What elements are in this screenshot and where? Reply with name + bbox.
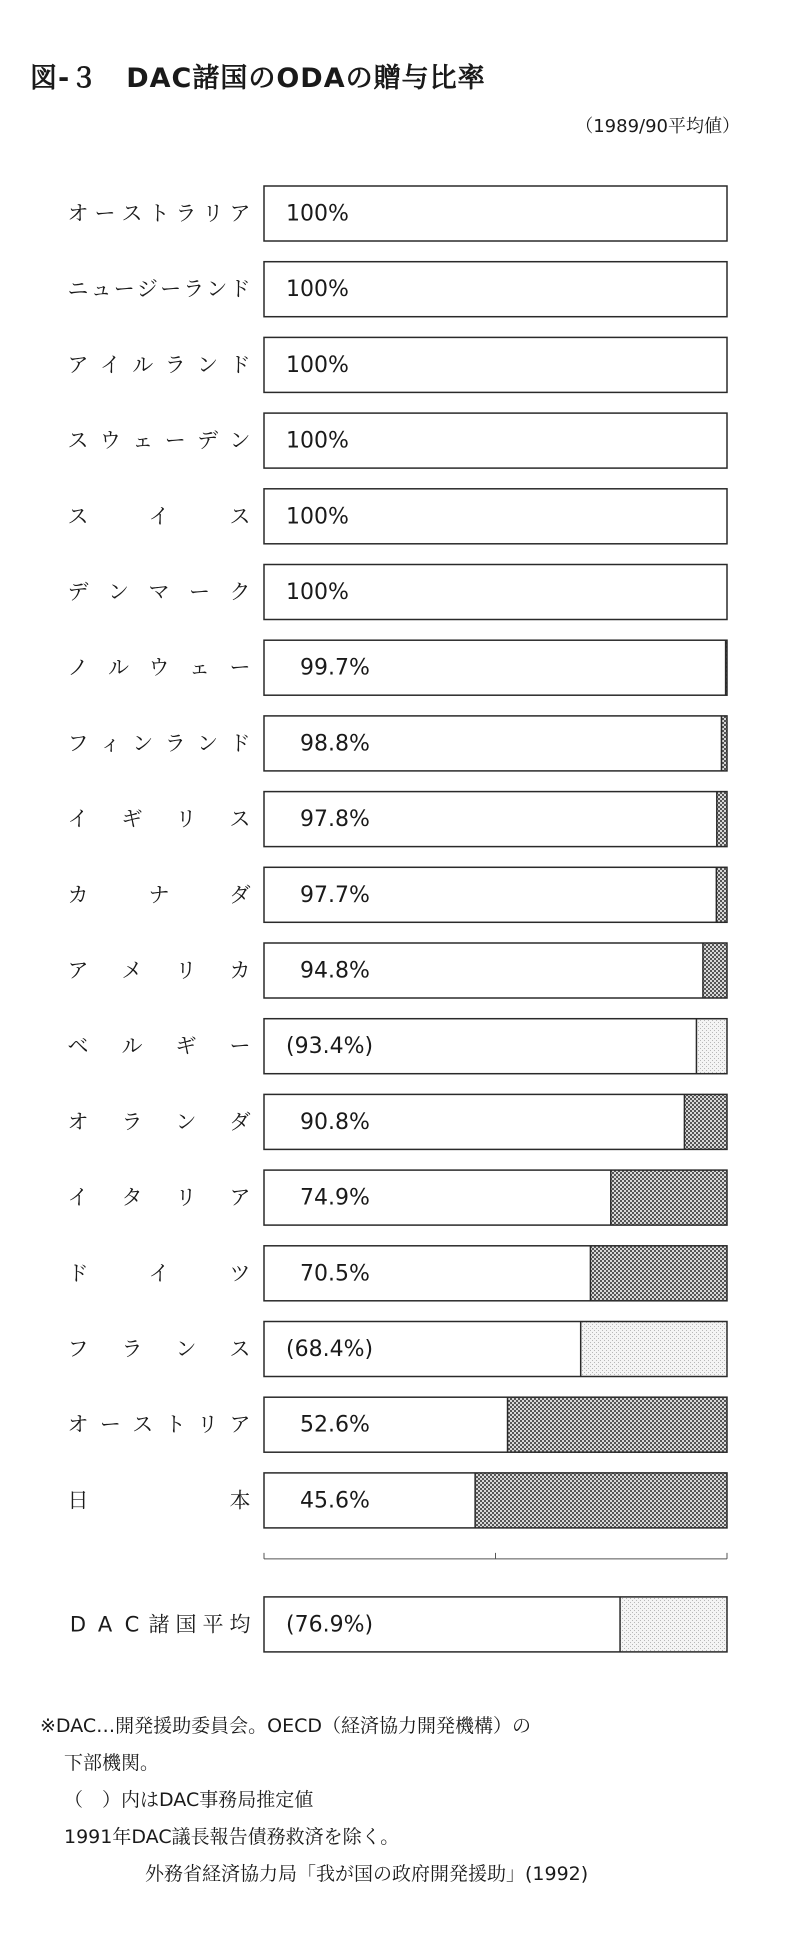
svg-text:ス: ス bbox=[132, 1412, 154, 1437]
country-bar bbox=[264, 1322, 727, 1377]
svg-text:リ: リ bbox=[197, 1412, 219, 1437]
svg-text:デ: デ bbox=[67, 580, 89, 604]
svg-text:ル: ル bbox=[108, 655, 129, 680]
svg-text:ー: ー bbox=[94, 201, 116, 226]
svg-text:A: A bbox=[97, 1612, 113, 1637]
svg-text:ス: ス bbox=[229, 807, 251, 832]
svg-text:ー: ー bbox=[229, 655, 251, 680]
svg-text:ー: ー bbox=[229, 1034, 251, 1059]
category-label bbox=[68, 202, 251, 226]
svg-text:ン: ン bbox=[175, 1109, 197, 1134]
country-value-label: 90.8% bbox=[300, 1109, 370, 1135]
bar-row bbox=[68, 1322, 728, 1377]
svg-text:ト: ト bbox=[148, 201, 170, 226]
category-label bbox=[68, 807, 251, 831]
svg-text:ニ: ニ bbox=[67, 277, 89, 302]
category-label bbox=[68, 1261, 251, 1285]
svg-text:ン: ン bbox=[175, 1337, 197, 1361]
category-label bbox=[68, 1186, 251, 1210]
svg-text:イ: イ bbox=[99, 352, 121, 377]
country-value-label: 100% bbox=[286, 352, 349, 378]
svg-text:ラ: ラ bbox=[121, 1337, 143, 1361]
svg-text:ア: ア bbox=[229, 1185, 251, 1210]
country-value-label: 74.9% bbox=[300, 1185, 370, 1211]
category-label bbox=[68, 959, 251, 983]
svg-text:リ: リ bbox=[175, 958, 197, 983]
country-loan-segment bbox=[611, 1170, 727, 1225]
country-bar bbox=[264, 1019, 727, 1074]
country-bar bbox=[264, 943, 727, 998]
country-value-label: 100% bbox=[286, 580, 349, 605]
svg-text:ク: ク bbox=[229, 580, 251, 604]
svg-text:ン: ン bbox=[206, 277, 228, 302]
category-label bbox=[68, 1110, 251, 1134]
svg-text:ダ: ダ bbox=[229, 882, 251, 907]
country-loan-segment bbox=[716, 867, 727, 922]
country-bar bbox=[264, 1170, 727, 1225]
svg-text:ー: ー bbox=[99, 1412, 121, 1437]
country-loan-segment bbox=[717, 792, 727, 847]
bar-row bbox=[68, 337, 728, 392]
svg-text:ド: ド bbox=[229, 731, 251, 756]
country-bar bbox=[264, 1397, 727, 1452]
bar-row bbox=[68, 1246, 728, 1301]
svg-text:ン: ン bbox=[132, 731, 154, 756]
bar-row bbox=[68, 565, 728, 620]
svg-text:平: 平 bbox=[202, 1612, 224, 1637]
svg-text:ル: ル bbox=[121, 1034, 143, 1059]
bar-row bbox=[68, 262, 728, 317]
country-value-label: 97.8% bbox=[300, 807, 370, 833]
svg-text:タ: タ bbox=[121, 1185, 143, 1210]
svg-text:ン: ン bbox=[197, 352, 219, 377]
svg-text:ン: ン bbox=[197, 731, 219, 756]
svg-text:ー: ー bbox=[164, 428, 186, 453]
country-loan-segment bbox=[696, 1019, 727, 1074]
svg-text:ノ: ノ bbox=[67, 655, 89, 680]
svg-text:諸: 諸 bbox=[148, 1612, 170, 1637]
country-bar bbox=[264, 262, 727, 317]
svg-text:ェ: ェ bbox=[189, 655, 210, 680]
category-label bbox=[68, 1413, 251, 1437]
category-label bbox=[68, 429, 251, 453]
bar-row bbox=[68, 943, 728, 998]
svg-text:オ: オ bbox=[67, 201, 89, 226]
svg-text:ス: ス bbox=[121, 201, 143, 226]
svg-text:イ: イ bbox=[67, 807, 89, 832]
average-bar bbox=[264, 1597, 727, 1652]
bar-row bbox=[68, 867, 728, 922]
x-axis bbox=[264, 1553, 727, 1559]
svg-text:ラ: ラ bbox=[175, 201, 197, 226]
country-bar bbox=[264, 413, 727, 468]
country-loan-segment bbox=[581, 1322, 727, 1377]
country-bar bbox=[264, 337, 727, 392]
bar-row bbox=[68, 1397, 728, 1452]
svg-text:フ: フ bbox=[67, 731, 89, 756]
svg-text:ェ: ェ bbox=[132, 428, 154, 453]
category-label bbox=[68, 1034, 251, 1058]
svg-text:ラ: ラ bbox=[121, 1109, 143, 1134]
svg-text:ス: ス bbox=[229, 504, 251, 529]
country-value-label: 45.6% bbox=[300, 1488, 370, 1514]
category-label bbox=[68, 580, 251, 604]
svg-text:C: C bbox=[124, 1612, 140, 1637]
country-loan-segment bbox=[590, 1246, 727, 1301]
svg-text:イ: イ bbox=[148, 1261, 170, 1286]
average-value-label: (76.9%) bbox=[286, 1612, 374, 1638]
svg-text:ア: ア bbox=[67, 958, 89, 983]
svg-text:ナ: ナ bbox=[148, 882, 170, 907]
footnote-debt-relief: 1991年DAC議長報告債務救済を除く。 bbox=[64, 1826, 400, 1848]
bar-row bbox=[68, 1094, 728, 1149]
svg-text:ト: ト bbox=[164, 1412, 186, 1437]
chart-title: 図-３ DAC諸国のODAの贈与比率 bbox=[30, 63, 486, 94]
svg-text:ス: ス bbox=[67, 504, 89, 529]
footnote-dac-cont: 下部機関。 bbox=[64, 1752, 160, 1774]
country-value-label: 98.8% bbox=[300, 731, 370, 757]
country-value-label: 94.8% bbox=[300, 958, 370, 984]
svg-text:カ: カ bbox=[67, 882, 89, 907]
svg-text:ギ: ギ bbox=[121, 807, 143, 832]
country-value-label: 99.7% bbox=[300, 655, 370, 681]
svg-text:ア: ア bbox=[67, 352, 89, 377]
svg-text:ド: ド bbox=[229, 352, 251, 377]
svg-text:本: 本 bbox=[229, 1488, 251, 1513]
country-bar bbox=[264, 186, 727, 241]
country-loan-segment bbox=[703, 943, 727, 998]
source-note: 外務省経済協力局「我が国の政府開発援助」(1992) bbox=[145, 1863, 589, 1885]
country-value-label: 100% bbox=[286, 277, 349, 303]
country-value-label: 100% bbox=[286, 504, 349, 530]
country-value-label: 52.6% bbox=[300, 1412, 370, 1438]
svg-text:ラ: ラ bbox=[164, 352, 186, 377]
country-bar bbox=[264, 867, 727, 922]
country-value-label: (93.4%) bbox=[286, 1034, 374, 1060]
category-label bbox=[68, 656, 251, 680]
svg-text:ル: ル bbox=[132, 352, 154, 377]
country-bar bbox=[264, 489, 727, 544]
bar-row bbox=[68, 792, 728, 847]
svg-text:日: 日 bbox=[67, 1488, 89, 1513]
svg-text:ジ: ジ bbox=[136, 277, 158, 302]
country-loan-segment bbox=[508, 1397, 727, 1452]
svg-text:オ: オ bbox=[67, 1412, 89, 1437]
country-value-label: 70.5% bbox=[300, 1261, 370, 1287]
svg-text:ベ: ベ bbox=[67, 1034, 89, 1059]
svg-text:ラ: ラ bbox=[164, 731, 186, 756]
country-bar bbox=[264, 565, 727, 620]
bar-row bbox=[68, 489, 728, 544]
svg-text:ド: ド bbox=[67, 1261, 89, 1286]
svg-text:国: 国 bbox=[175, 1612, 197, 1637]
footnote-dac: ※DAC…開発援助委員会。OECD（経済協力開発機構）の bbox=[40, 1715, 532, 1737]
category-label bbox=[68, 731, 251, 755]
average-bar-group bbox=[70, 1597, 727, 1652]
footnote-estimate: （ ）内はDAC事務局推定値 bbox=[64, 1789, 314, 1811]
svg-text:ラ: ラ bbox=[183, 277, 205, 302]
svg-text:ウ: ウ bbox=[99, 428, 121, 453]
svg-text:リ: リ bbox=[175, 1185, 197, 1210]
bar-row bbox=[68, 1170, 728, 1225]
country-bar bbox=[264, 792, 727, 847]
svg-text:ウ: ウ bbox=[148, 655, 170, 680]
bar-row bbox=[68, 1473, 728, 1528]
chart-subtitle: （1989/90平均値） bbox=[575, 116, 740, 137]
bars-group bbox=[68, 186, 728, 1528]
svg-text:ィ: ィ bbox=[99, 731, 121, 756]
svg-text:マ: マ bbox=[148, 580, 170, 604]
svg-text:イ: イ bbox=[67, 1185, 89, 1210]
category-label bbox=[68, 504, 251, 528]
country-value-label: 97.7% bbox=[300, 882, 370, 908]
country-value-label: (68.4%) bbox=[286, 1337, 374, 1362]
svg-text:イ: イ bbox=[148, 504, 170, 529]
country-bar bbox=[264, 640, 727, 695]
svg-text:リ: リ bbox=[202, 201, 224, 226]
country-loan-segment bbox=[475, 1473, 727, 1528]
svg-text:ア: ア bbox=[229, 201, 251, 226]
svg-text:フ: フ bbox=[67, 1337, 89, 1361]
country-bar bbox=[264, 1094, 727, 1149]
svg-text:ン: ン bbox=[108, 580, 129, 604]
svg-text:ス: ス bbox=[229, 1337, 251, 1361]
svg-text:ア: ア bbox=[229, 1412, 251, 1437]
category-label bbox=[68, 883, 251, 907]
svg-text:ュ: ュ bbox=[90, 277, 112, 302]
average-loan-segment bbox=[620, 1597, 727, 1652]
country-loan-segment bbox=[721, 716, 727, 771]
country-loan-segment bbox=[684, 1094, 727, 1149]
bar-row bbox=[68, 1019, 728, 1074]
svg-text:リ: リ bbox=[175, 807, 197, 832]
svg-text:ド: ド bbox=[229, 277, 251, 302]
svg-text:カ: カ bbox=[229, 958, 251, 983]
footnotes bbox=[40, 1708, 780, 1893]
bar-row bbox=[68, 413, 728, 468]
country-bar bbox=[264, 716, 727, 771]
svg-text:ツ: ツ bbox=[229, 1261, 251, 1286]
country-value-label: 100% bbox=[286, 201, 349, 227]
bar-row bbox=[68, 716, 728, 771]
svg-text:ー: ー bbox=[113, 277, 135, 302]
country-bar bbox=[264, 1473, 727, 1528]
svg-text:ギ: ギ bbox=[175, 1034, 197, 1059]
country-value-label: 100% bbox=[286, 428, 349, 454]
svg-text:オ: オ bbox=[67, 1109, 89, 1134]
svg-text:ー: ー bbox=[160, 277, 182, 302]
svg-text:ン: ン bbox=[229, 428, 251, 453]
svg-text:D: D bbox=[69, 1612, 87, 1637]
svg-text:デ: デ bbox=[197, 428, 219, 453]
average-category-label bbox=[70, 1612, 251, 1636]
svg-text:メ: メ bbox=[121, 958, 143, 983]
svg-text:ス: ス bbox=[67, 428, 89, 453]
bar-row bbox=[68, 186, 728, 241]
svg-text:ダ: ダ bbox=[229, 1109, 251, 1134]
svg-text:均: 均 bbox=[229, 1612, 251, 1637]
category-label bbox=[68, 1488, 251, 1512]
country-bar bbox=[264, 1246, 727, 1301]
category-label bbox=[68, 277, 251, 301]
category-label bbox=[68, 353, 251, 377]
svg-text:ー: ー bbox=[189, 580, 210, 604]
category-label bbox=[68, 1337, 251, 1361]
bar-row bbox=[68, 640, 728, 695]
